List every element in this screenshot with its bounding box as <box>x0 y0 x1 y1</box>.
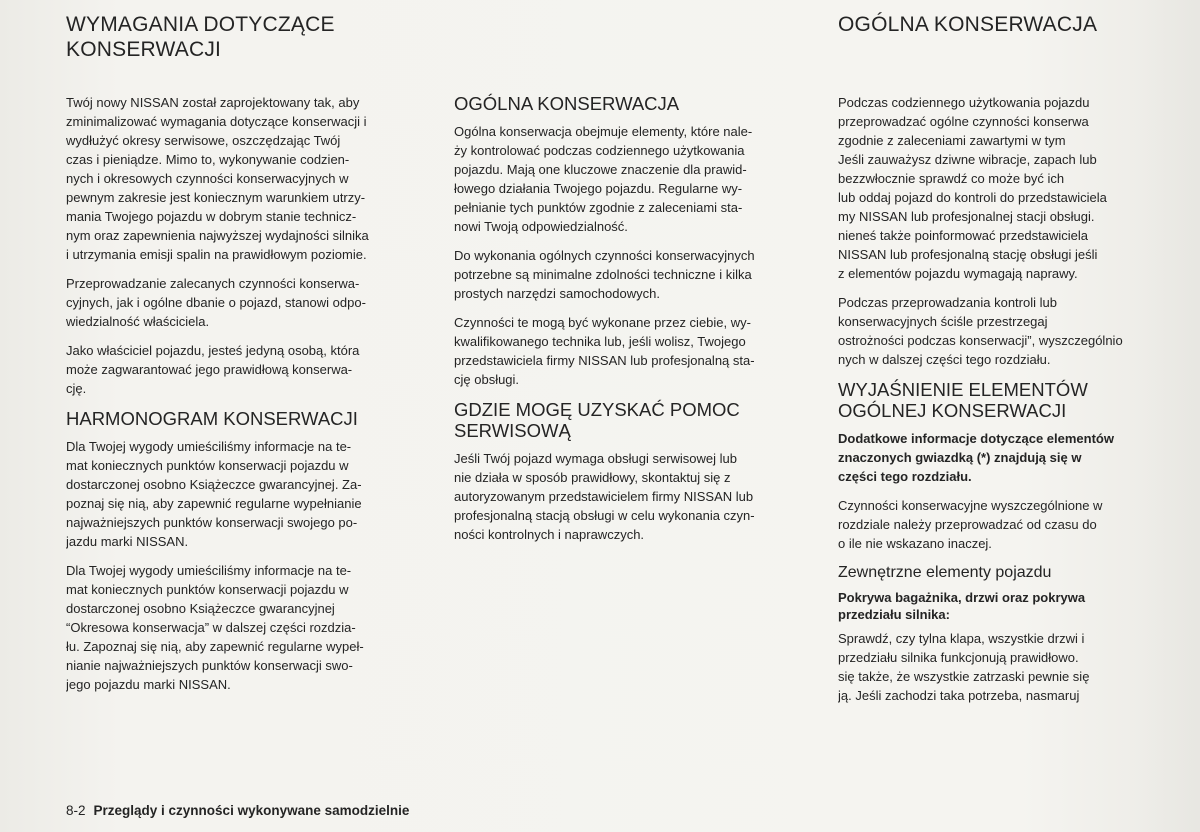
text-line: nowi Twoją odpowiedzialność. <box>454 219 628 234</box>
text-line: NISSAN lub profesjonalną stację obsługi jeśli <box>838 247 1098 262</box>
text-line: nych i okresowych czynności konserwacyjnych w <box>66 171 349 186</box>
section-heading-harmonogram: HARMONOGRAM KONSERWACJI <box>66 408 358 429</box>
text-line: może zagwarantować jego prawidłową konserwa- <box>66 362 353 377</box>
text-line: cyjnych, jak i ogólne dbanie o pojazd, stanowi odpo- <box>66 295 366 310</box>
section-heading-wyjasnienie <box>838 379 1188 421</box>
text-line: Czynności te mogą być wykonane przez ciebie, wy- <box>454 315 751 330</box>
text-line: Przeprowadzanie zalecanych czynności konserwa- <box>66 276 360 291</box>
text-line: o ile nie wskazano inaczej. <box>838 536 992 551</box>
page-number: 8-2 <box>66 803 86 818</box>
text-line: autoryzowanym przedstawicielem firmy NISSAN lub <box>454 489 754 504</box>
text-line: kwalifikowanego technika lub, jeśli wolisz, Twojego <box>454 334 746 349</box>
paragraph <box>454 246 810 303</box>
paragraph <box>66 93 424 264</box>
paragraph <box>838 496 1188 553</box>
paragraph <box>454 313 810 389</box>
text-line: Pokrywa bagażnika, drzwi oraz pokrywa <box>838 590 1086 605</box>
text-line: ży kontrolować podczas codziennego użytkowania <box>454 143 745 158</box>
section-heading-ogolna: OGÓLNA KONSERWACJA <box>454 93 680 114</box>
text-line: ostrożności podczas konserwacji”, wyszczególnio <box>838 333 1123 348</box>
text-line: najważniejszych punktów konserwacji swojego po- <box>66 515 358 530</box>
chapter-title: Przeglądy i czynności wykonywane samodzielnie <box>93 803 410 818</box>
paragraph <box>454 449 810 544</box>
text-line: konserwacyjnych ściśle przestrzegaj <box>838 314 1048 329</box>
paragraph <box>838 93 1188 283</box>
caption-bold <box>838 589 1188 623</box>
text-line: zminimalizować wymagania dotyczące konserwacji i <box>66 114 367 129</box>
text-line: Dla Twojej wygody umieściliśmy informacje na te- <box>66 563 352 578</box>
text-line: Podczas przeprowadzania kontroli lub <box>838 295 1057 310</box>
column-right <box>838 93 1188 715</box>
paragraph <box>838 629 1188 705</box>
text-line: się także, że wszystkie zatrzaski pewnie się <box>838 669 1090 684</box>
text-line: profesjonalną stacją obsługi w celu wykonania czyn- <box>454 508 755 523</box>
text-line: z elementów pojazdu wymagają naprawy. <box>838 266 1078 281</box>
text-line: Twój nowy NISSAN został zaprojektowany tak, aby <box>66 95 360 110</box>
text-line: przeprowadzać ogólne czynności konserwa <box>838 114 1089 129</box>
text-line: Jako właściciel pojazdu, jesteś jedyną osobą, która <box>66 343 360 358</box>
text-line: wiedzialność właściciela. <box>66 314 210 329</box>
paragraph <box>66 341 424 398</box>
text-line: Czynności konserwacyjne wyszczególnione w <box>838 498 1103 513</box>
text-line: ności kontrolnych i naprawczych. <box>454 527 645 542</box>
text-line: Dla Twojej wygody umieściliśmy informacje na te- <box>66 439 352 454</box>
text-line: potrzebne są minimalne zdolności techniczne i kilka <box>454 267 752 282</box>
text-line: OGÓLNEJ KONSERWACJI <box>838 400 1067 421</box>
heading-line: KONSERWACJI <box>66 38 222 61</box>
text-line: części tego rozdziału. <box>838 469 972 484</box>
text-line: dostarczonej osobno Książeczce gwarancyjnej <box>66 601 335 616</box>
paragraph <box>66 561 424 694</box>
text-line: Sprawdź, czy tylna klapa, wszystkie drzwi i <box>838 631 1085 646</box>
text-line: i utrzymania emisji spalin na prawidłowym poziomie. <box>66 247 367 262</box>
text-line: nie działa w sposób prawidłowy, skontaktuj się z <box>454 470 731 485</box>
text-line: znaczonych gwiazdką (*) znajdują się w <box>838 450 1082 465</box>
text-line: pojazdu. Mają one kluczowe znaczenie dla prawid- <box>454 162 747 177</box>
column-left <box>66 93 424 704</box>
paragraph <box>66 437 424 551</box>
text-line: SERWISOWĄ <box>454 420 571 441</box>
text-line: łowego działania Twojego pojazdu. Regularne wy- <box>454 181 743 196</box>
page-footer <box>66 803 409 818</box>
column-middle <box>454 93 810 554</box>
text-line: nianie najważniejszych punktów konserwacji swo- <box>66 658 353 673</box>
text-line: WYJAŚNIENIE ELEMENTÓW <box>838 379 1088 400</box>
text-line: mania Twojego pojazdu w dobrym stanie technicz- <box>66 209 357 224</box>
text-line: “Okresowa konserwacja” w dalszej części rozdzia- <box>66 620 356 635</box>
text-line: ją. Jeśli zachodzi taka potrzeba, nasmaruj <box>838 688 1080 703</box>
main-heading-left <box>66 12 396 62</box>
text-line: zgodnie z zaleceniami zawartymi w tym <box>838 133 1066 148</box>
text-line: bezzwłocznie sprawdź co może być ich <box>838 171 1065 186</box>
paragraph-bold <box>838 429 1188 486</box>
text-line: dostarczonej osobno Książeczce gwarancyjnej. Za- <box>66 477 362 492</box>
text-line: czas i pieniądze. Mimo to, wykonywanie codzien- <box>66 152 350 167</box>
text-line: przedziału silnika: <box>838 607 950 622</box>
text-line: prostych narzędzi samochodowych. <box>454 286 660 301</box>
text-line: mat koniecznych punktów konserwacji pojazdu w <box>66 582 349 597</box>
text-line: jazdu marki NISSAN. <box>66 534 189 549</box>
text-line: wydłużyć okresy serwisowe, oszczędzając Twój <box>66 133 341 148</box>
text-line: cję. <box>66 381 87 396</box>
text-line: rozdziale należy przeprowadzać od czasu do <box>838 517 1097 532</box>
paragraph <box>838 293 1188 369</box>
text-line: mat koniecznych punktów konserwacji pojazdu w <box>66 458 349 473</box>
text-line: Jeśli zauważysz dziwne wibracje, zapach lub <box>838 152 1097 167</box>
text-line: Podczas codziennego użytkowania pojazdu <box>838 95 1090 110</box>
text-line: pewnym zakresie jest koniecznym warunkiem utrzy- <box>66 190 366 205</box>
text-line: jego pojazdu marki NISSAN. <box>66 677 231 692</box>
text-line: Dodatkowe informacje dotyczące elementów <box>838 431 1114 446</box>
text-line: poznaj się nią, aby zapewnić regularne wypełnianie <box>66 496 362 511</box>
text-line: przedstawiciela firmy NISSAN lub profesjonalną sta- <box>454 353 755 368</box>
text-line: my NISSAN lub profesjonalnej stacji obsługi. <box>838 209 1095 224</box>
text-line: cję obsługi. <box>454 372 520 387</box>
text-line: nieneś także poinformować przedstawiciela <box>838 228 1089 243</box>
text-line: GDZIE MOGĘ UZYSKAĆ POMOC <box>454 399 740 420</box>
text-line: lub oddaj pojazd do kontroli do przedstawiciela <box>838 190 1107 205</box>
section-heading-pomoc <box>454 399 810 441</box>
text-line: pełnianie tych punktów zgodnie z zaleceniami sta- <box>454 200 743 215</box>
text-line: Do wykonania ogólnych czynności konserwacyjnych <box>454 248 755 263</box>
text-line: łu. Zapoznaj się nią, aby zapewnić regularne wypeł- <box>66 639 364 654</box>
main-heading-right: OGÓLNA KONSERWACJA <box>838 13 1098 36</box>
text-line: Ogólna konserwacja obejmuje elementy, które nale- <box>454 124 753 139</box>
text-line: Jeśli Twój pojazd wymaga obsługi serwisowej lub <box>454 451 738 466</box>
text-line: nym oraz zapewnienia najwyższej wydajności silnika <box>66 228 369 243</box>
text-line: przedziału silnika funkcjonują prawidłowo. <box>838 650 1079 665</box>
text-line: nych w dalszej części tego rozdziału. <box>838 352 1051 367</box>
paragraph <box>66 274 424 331</box>
heading-line: WYMAGANIA DOTYCZĄCE <box>66 13 335 36</box>
subsection-heading: Zewnętrzne elementy pojazdu <box>838 564 1052 581</box>
paragraph <box>454 122 810 236</box>
